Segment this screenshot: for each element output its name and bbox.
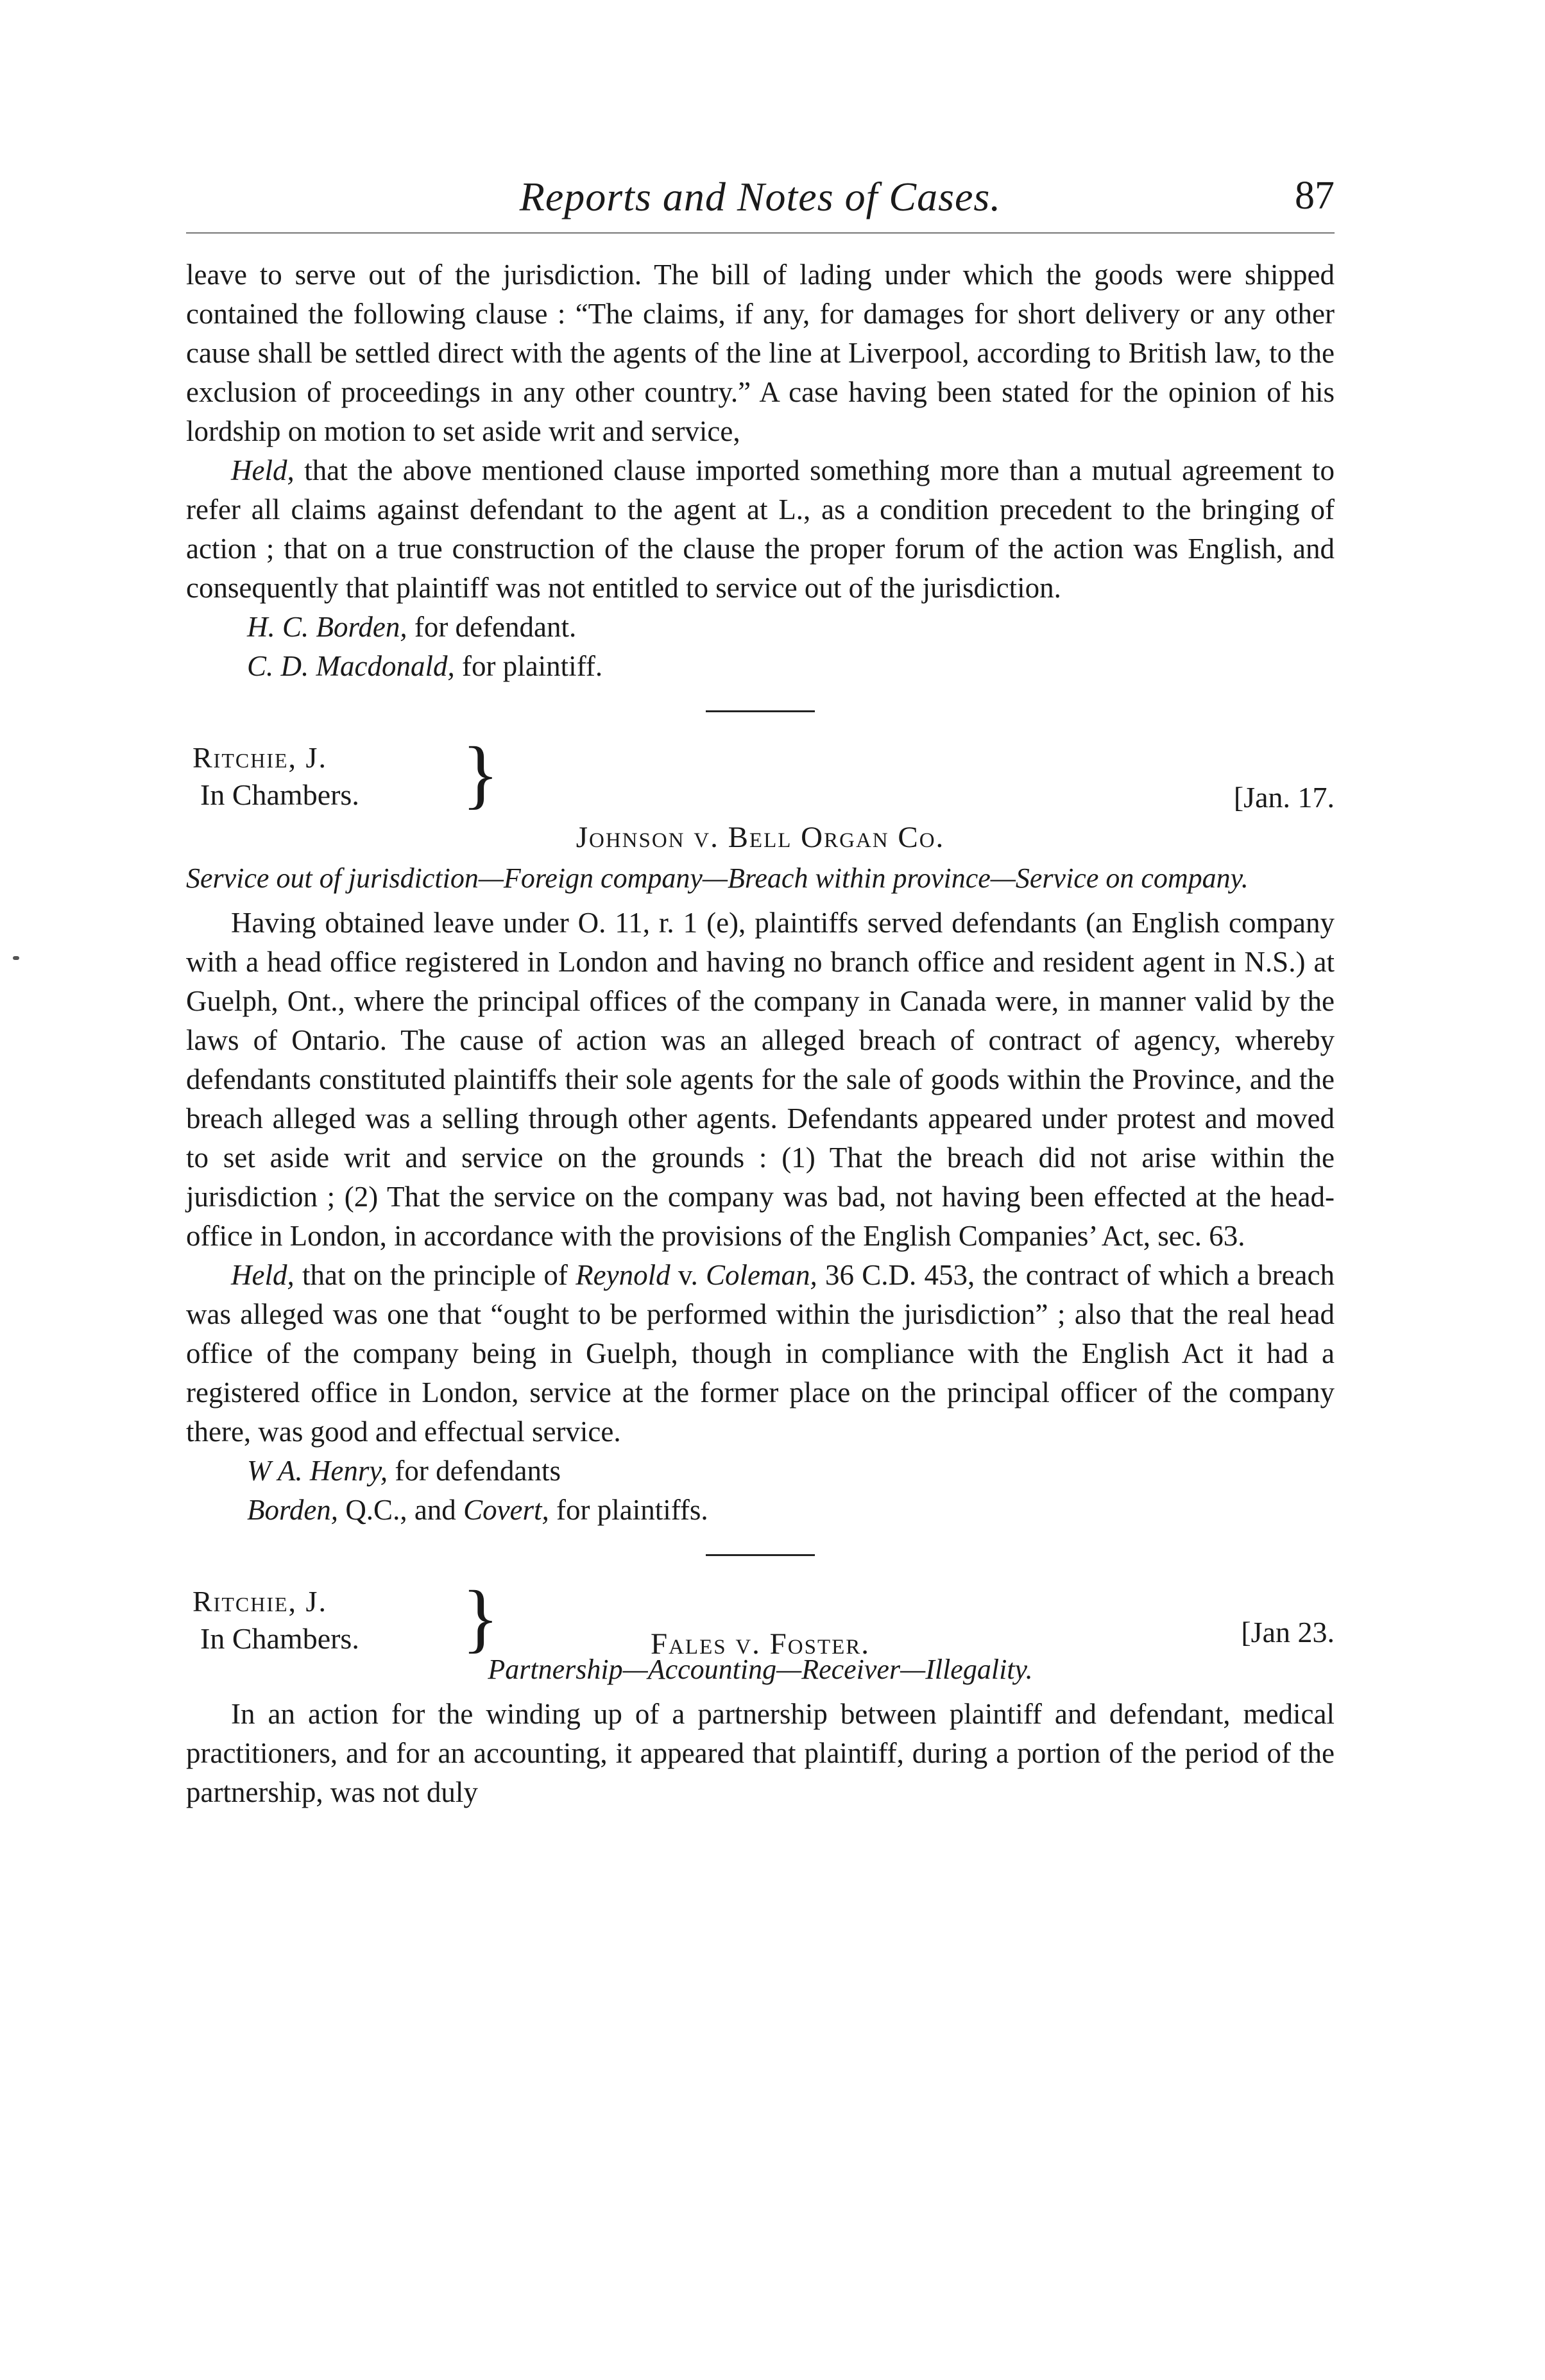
brace: } <box>462 1575 499 1660</box>
counsel-role: for defendants <box>388 1455 561 1487</box>
case-citation: Coleman, <box>705 1259 817 1291</box>
counsel-role: for plaintiffs. <box>549 1494 708 1526</box>
running-head: Reports and Notes of Cases. <box>519 174 1002 219</box>
document-page <box>186 173 1335 1812</box>
counsel-name: W A. Henry, <box>247 1455 388 1487</box>
page-header <box>186 173 1335 244</box>
case-heading <box>186 731 1335 818</box>
section-separator <box>706 710 815 712</box>
counsel-name: H. C. Borden, <box>247 611 407 643</box>
court-name: In Chambers. <box>200 778 359 811</box>
held-label: Held, <box>231 454 294 486</box>
brace: } <box>462 731 499 816</box>
counsel-name: Covert, <box>463 1494 549 1526</box>
decision-date: [Jan 23. <box>1241 1616 1335 1648</box>
held-label: Held, <box>231 1259 294 1291</box>
case-paragraph: Having obtained leave under O. 11, r. 1 (e), plaintiffs served defendants (an English company with a head office registered in London and having no branch office and resident agent in N.S.) at Guelph, Ont., where the principal offices of the company in Canada were, in manner valid by the laws of Ontario. The cause of action was an alleged breach of contract of agency, whereby defendants constituted plaintiffs their sole agents for the sale of goods within the Province, and the breach alleged was a selling through other agents. Defendants appeared under protest and moved to set aside writ and service on the grounds : (1) That the breach did not arise within the jurisdiction ; (2) That the service on the company was bad, not having been effected at the head-office in London, in accordance with the provisions of the English Companies’ Act, sec. 63. <box>186 907 1335 1252</box>
case-citation: Reynold <box>576 1259 670 1291</box>
counsel-line <box>186 1491 1335 1530</box>
case-johnson-v-bell-organ <box>186 731 1335 1530</box>
judge-block <box>192 739 359 814</box>
decision-date: [Jan. 17. <box>1233 781 1335 814</box>
held-paragraph <box>186 451 1335 608</box>
counsel-line <box>186 647 1335 686</box>
case-paragraph: leave to serve out of the jurisdiction. The bill of lading under which the goods were shipped contained the following clause : “The claims, if any, for damages for short delivery or any other cause shall be settled direct with the agents of the line at Liverpool, according to British law, to the exclusion of proceedings in any other country.” A case having been stated for the opinion of his lordship on motion to set aside writ and service, <box>186 259 1335 447</box>
section-separator <box>706 1554 815 1556</box>
catchwords: Partnership—Accounting—Receiver—Illegality. <box>488 1654 1033 1685</box>
counsel-role: for defendant. <box>407 611 577 643</box>
counsel-name: C. D. Macdonald, <box>247 650 455 682</box>
judge-name: Ritchie, J. <box>192 1585 327 1618</box>
case-fales-v-foster <box>186 1575 1335 1812</box>
held-text: v. <box>670 1259 706 1291</box>
page-number: 87 <box>1295 174 1335 218</box>
held-text: that on the principle of <box>294 1259 576 1291</box>
held-text: 36 C.D. 453, the contract of which a breach was alleged was one that “ought to be performed within the jurisdiction” ; also that the real head office of the company being in Guelph, though in compliance with the English Act it had a registered office in London, service at the former place on the principal officer of the company there, was good and effectual service. <box>186 1259 1335 1448</box>
held-text: that the above mentioned clause imported something more than a mutual agreement to refer all claims against defendant to the agent at L., as a condition precedent to the bringing of action ; that on a true construction of the clause the proper forum of the action was English, and consequently that plaintiff was not entitled to service out of the jurisdiction. <box>186 454 1335 604</box>
case-heading <box>186 1575 1335 1661</box>
case-paragraph: In an action for the winding up of a partnership between plaintiff and defendant, medical practitioners, and for an accounting, it appeared that plaintiff, during a portion of the period of the partnership, was not duly <box>186 1698 1335 1808</box>
counsel-role: Q.C., and <box>338 1494 464 1526</box>
case-title: Johnson v. Bell Organ Co. <box>576 821 945 854</box>
header-rule <box>186 232 1335 234</box>
counsel-role: for plaintiff. <box>454 650 603 682</box>
counsel-line <box>186 608 1335 647</box>
catchwords: Service out of jurisdiction—Foreign company—Breach within province—Service on company. <box>186 862 1249 894</box>
case-title: Fales v. Foster. <box>650 1627 871 1661</box>
judge-name: Ritchie, J. <box>192 741 327 774</box>
scan-mark <box>13 956 19 960</box>
court-name: In Chambers. <box>200 1622 359 1655</box>
counsel-name: Borden, <box>247 1494 339 1526</box>
case-continued <box>186 255 1335 686</box>
counsel-line <box>186 1451 1335 1491</box>
held-paragraph <box>186 1256 1335 1451</box>
